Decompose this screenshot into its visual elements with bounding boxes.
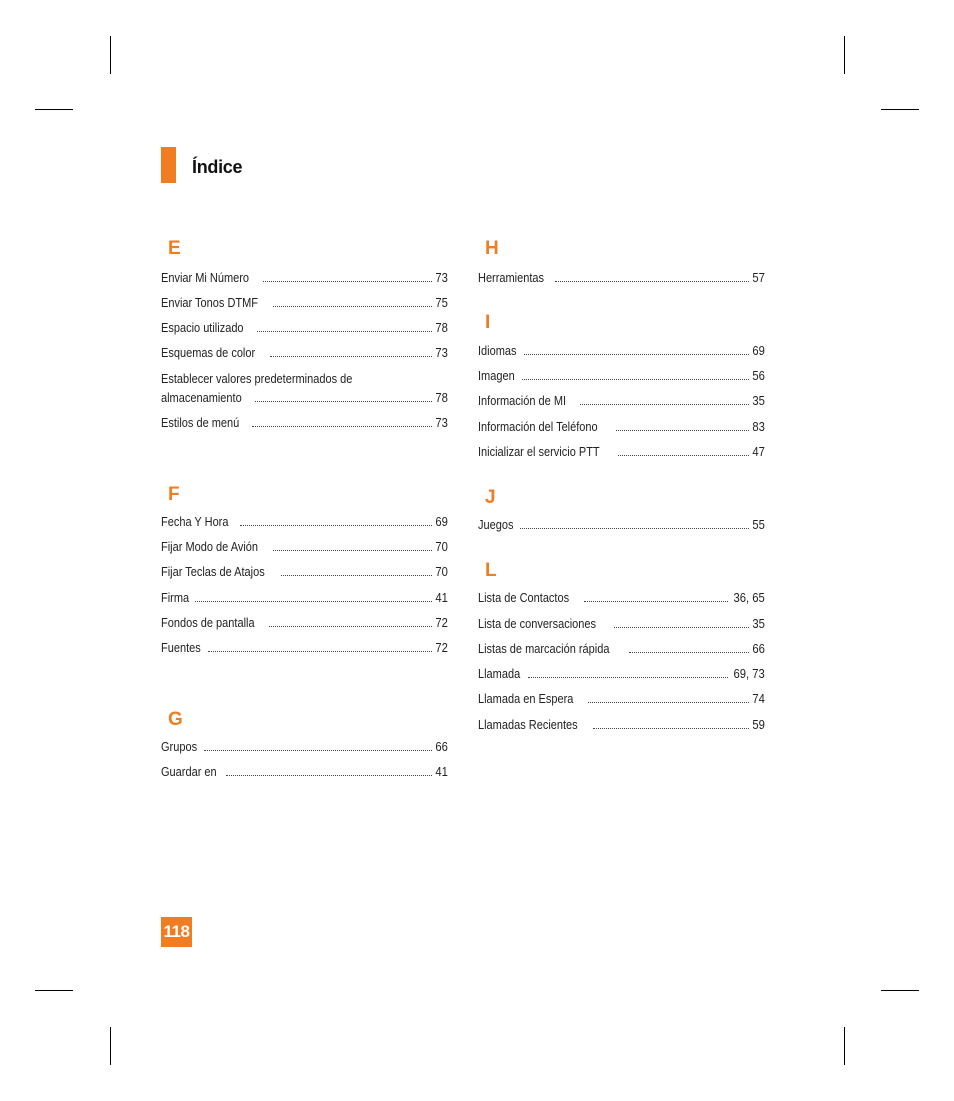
section-letter: H bbox=[485, 238, 499, 259]
entry-label: Esquemas de color bbox=[161, 346, 256, 360]
entry-page: 73 bbox=[435, 416, 448, 430]
dot-leader bbox=[593, 728, 749, 729]
section-letter: I bbox=[485, 312, 491, 333]
entry-label: Llamada bbox=[478, 667, 521, 681]
section-letter: E bbox=[168, 238, 181, 259]
entry-label: Estilos de menú bbox=[161, 416, 240, 430]
index-entry[interactable] bbox=[161, 615, 448, 631]
title-accent-bar bbox=[161, 147, 176, 183]
dot-leader bbox=[255, 401, 432, 402]
dot-leader bbox=[269, 626, 432, 627]
crop-mark bbox=[881, 990, 919, 991]
entry-label: Información del Teléfono bbox=[478, 420, 598, 434]
dot-leader bbox=[240, 525, 432, 526]
entry-page: 75 bbox=[435, 296, 448, 310]
index-entry[interactable] bbox=[161, 345, 448, 361]
dot-leader bbox=[618, 455, 749, 456]
dot-leader bbox=[281, 575, 432, 576]
entry-page: 69 bbox=[435, 515, 448, 529]
entry-page: 74 bbox=[752, 692, 765, 706]
index-entry[interactable] bbox=[161, 739, 448, 755]
index-entry[interactable] bbox=[161, 764, 448, 780]
crop-mark bbox=[881, 109, 919, 110]
entry-label-line1: Establecer valores predeterminados de bbox=[161, 372, 353, 386]
entry-label: Lista de conversaciones bbox=[478, 617, 597, 631]
dot-leader bbox=[522, 379, 749, 380]
entry-page: 83 bbox=[752, 420, 765, 434]
entry-page: 57 bbox=[752, 271, 765, 285]
crop-mark bbox=[844, 36, 845, 74]
page-number-badge: 118 bbox=[161, 917, 192, 947]
entry-page: 73 bbox=[435, 271, 448, 285]
dot-leader bbox=[520, 528, 749, 529]
index-entry[interactable] bbox=[161, 415, 448, 431]
index-entry[interactable] bbox=[161, 539, 448, 555]
index-entry[interactable] bbox=[478, 616, 765, 632]
dot-leader bbox=[270, 356, 432, 357]
entry-page: 36, 65 bbox=[733, 591, 765, 605]
section-letter: F bbox=[168, 484, 180, 505]
index-entry[interactable] bbox=[478, 419, 765, 435]
crop-mark bbox=[844, 1027, 845, 1065]
index-entry[interactable] bbox=[161, 295, 448, 311]
entry-page: 55 bbox=[752, 518, 765, 532]
index-entry[interactable] bbox=[478, 666, 765, 682]
entry-page: 41 bbox=[435, 765, 448, 779]
index-entry[interactable] bbox=[478, 444, 765, 460]
entry-label: Juegos bbox=[478, 518, 514, 532]
entry-page: 35 bbox=[752, 394, 765, 408]
dot-leader bbox=[580, 404, 749, 405]
entry-page: 35 bbox=[752, 617, 765, 631]
crop-mark bbox=[35, 109, 73, 110]
crop-mark bbox=[110, 1027, 111, 1065]
dot-leader bbox=[524, 354, 749, 355]
section-letter: J bbox=[485, 487, 496, 508]
entry-label: Idiomas bbox=[478, 344, 517, 358]
entry-label: Llamada en Espera bbox=[478, 692, 574, 706]
entry-label: Información de MI bbox=[478, 394, 567, 408]
entry-page: 78 bbox=[435, 321, 448, 335]
dot-leader bbox=[204, 750, 432, 751]
index-entry[interactable] bbox=[478, 717, 765, 733]
entry-label: Guardar en bbox=[161, 765, 217, 779]
index-section-f bbox=[161, 485, 448, 507]
index-section-h bbox=[478, 239, 765, 261]
index-entry[interactable] bbox=[161, 514, 448, 530]
entry-label: Fondos de pantalla bbox=[161, 616, 255, 630]
entry-page: 41 bbox=[435, 591, 448, 605]
index-entry[interactable] bbox=[161, 640, 448, 656]
dot-leader bbox=[584, 601, 729, 602]
dot-leader bbox=[528, 677, 728, 678]
dot-leader bbox=[252, 426, 432, 427]
dot-leader bbox=[273, 550, 432, 551]
index-entry[interactable] bbox=[161, 320, 448, 336]
entry-label: Listas de marcación rápida bbox=[478, 642, 610, 656]
entry-label: almacenamiento bbox=[161, 391, 242, 405]
crop-mark bbox=[35, 990, 73, 991]
entry-page: 56 bbox=[752, 369, 765, 383]
index-entry[interactable] bbox=[478, 368, 765, 384]
dot-leader bbox=[263, 281, 432, 282]
index-section-g bbox=[161, 710, 448, 732]
index-entry[interactable] bbox=[478, 270, 765, 286]
dot-leader bbox=[616, 430, 749, 431]
dot-leader bbox=[195, 601, 432, 602]
index-section-i bbox=[478, 313, 765, 335]
index-entry[interactable] bbox=[478, 393, 765, 409]
entry-page: 78 bbox=[435, 391, 448, 405]
entry-label: Fecha Y Hora bbox=[161, 515, 229, 529]
index-entry[interactable] bbox=[478, 343, 765, 359]
crop-mark bbox=[110, 36, 111, 74]
dot-leader bbox=[208, 651, 432, 652]
entry-page: 66 bbox=[435, 740, 448, 754]
entry-label: Fijar Modo de Avión bbox=[161, 540, 259, 554]
dot-leader bbox=[273, 306, 432, 307]
entry-page: 66 bbox=[752, 642, 765, 656]
entry-label: Espacio utilizado bbox=[161, 321, 244, 335]
entry-label: Enviar Mi Número bbox=[161, 271, 250, 285]
entry-page: 69, 73 bbox=[733, 667, 765, 681]
entry-label: Firma bbox=[161, 591, 190, 605]
index-entry[interactable] bbox=[161, 371, 448, 406]
index-entry[interactable] bbox=[161, 564, 448, 580]
index-entry[interactable] bbox=[161, 270, 448, 286]
entry-label: Grupos bbox=[161, 740, 198, 754]
entry-page: 70 bbox=[435, 565, 448, 579]
index-entry[interactable] bbox=[478, 641, 765, 657]
index-entry[interactable] bbox=[478, 590, 765, 606]
entry-label: Inicializar el servicio PTT bbox=[478, 445, 600, 459]
dot-leader bbox=[588, 702, 749, 703]
entry-page: 69 bbox=[752, 344, 765, 358]
entry-label: Fuentes bbox=[161, 641, 201, 655]
entry-label: Herramientas bbox=[478, 271, 545, 285]
index-entry[interactable] bbox=[478, 691, 765, 707]
index-section-e bbox=[161, 239, 448, 261]
entry-page: 73 bbox=[435, 346, 448, 360]
entry-label: Llamadas Recientes bbox=[478, 718, 578, 732]
entry-label: Enviar Tonos DTMF bbox=[161, 296, 258, 310]
entry-label: Lista de Contactos bbox=[478, 591, 570, 605]
section-letter: G bbox=[168, 709, 183, 730]
entry-page: 72 bbox=[435, 641, 448, 655]
entry-label: Fijar Teclas de Atajos bbox=[161, 565, 265, 579]
entry-label: Imagen bbox=[478, 369, 515, 383]
entry-page: 72 bbox=[435, 616, 448, 630]
index-entry[interactable] bbox=[161, 590, 448, 606]
section-letter: L bbox=[485, 560, 497, 581]
dot-leader bbox=[629, 652, 749, 653]
entry-page: 47 bbox=[752, 445, 765, 459]
entry-page: 59 bbox=[752, 718, 765, 732]
entry-page: 70 bbox=[435, 540, 448, 554]
index-section-j bbox=[478, 488, 765, 510]
dot-leader bbox=[257, 331, 432, 332]
index-section-l bbox=[478, 561, 765, 583]
dot-leader bbox=[614, 627, 749, 628]
page-title: Índice bbox=[192, 157, 243, 177]
dot-leader bbox=[226, 775, 432, 776]
index-entry[interactable] bbox=[478, 517, 765, 533]
dot-leader bbox=[555, 281, 749, 282]
